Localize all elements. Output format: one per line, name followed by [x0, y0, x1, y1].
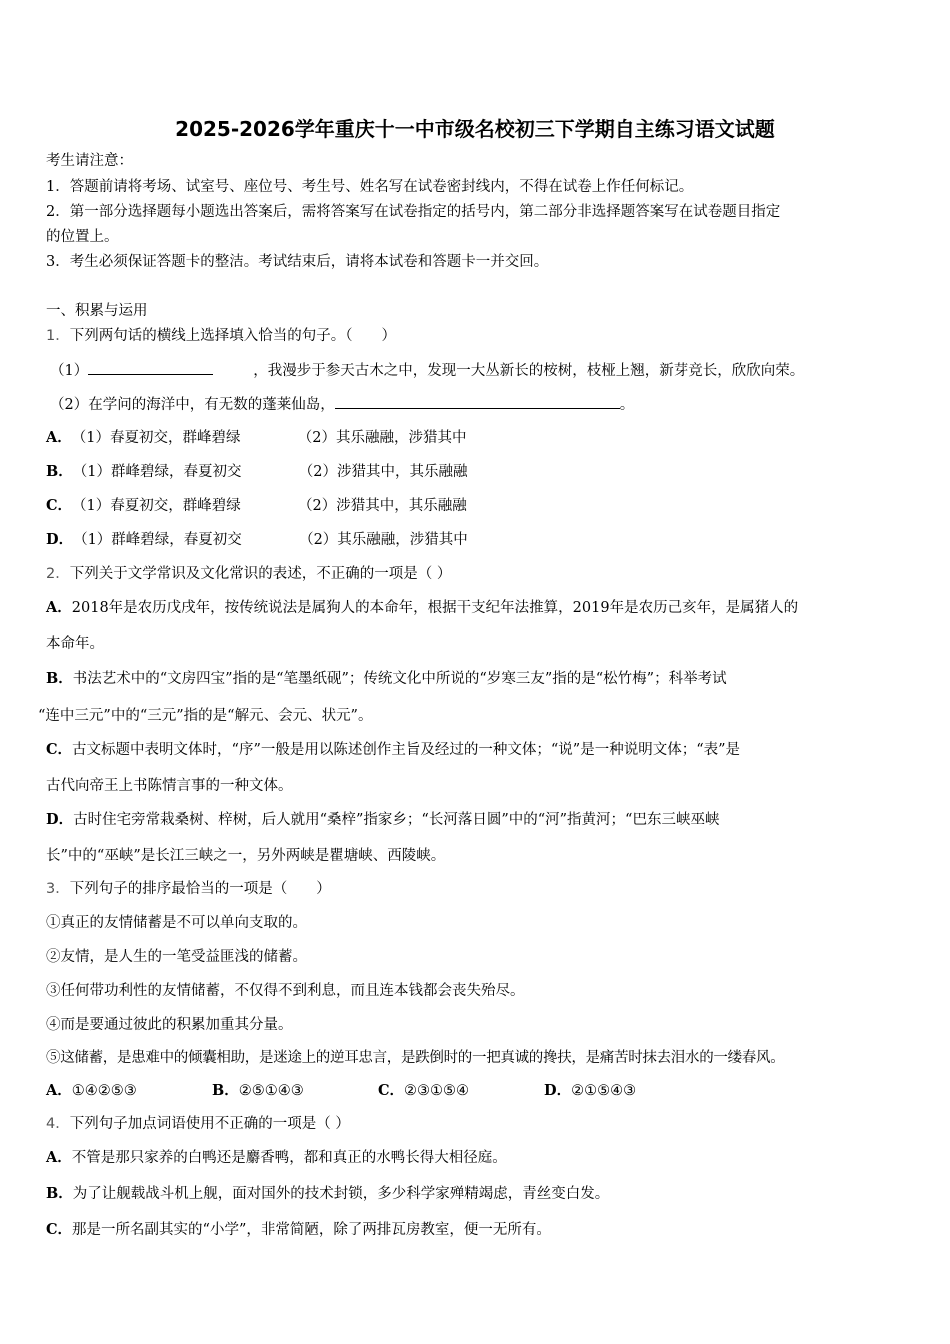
sentence-item: ④而是要通过彼此的积累加重其分量。 — [46, 1017, 293, 1033]
question-stem: 下列关于文学常识及文化常识的表述，不正确的一项是（ ） — [69, 566, 452, 582]
option-part: （1）群峰碧绿，春夏初交 — [72, 464, 242, 480]
option-row — [46, 496, 467, 516]
sentence-item: ②友情，是人生的一笔受益匪浅的储蓄。 — [46, 949, 307, 965]
option-part: （1）春夏初交，群峰碧绿 — [71, 430, 241, 446]
option-label: C． — [46, 741, 73, 758]
option-text: 那是一所名副其实的“小学”，非常简陋，除了两排瓦房教室，便一无所有。 — [72, 1222, 551, 1238]
sentence-item: ③任何带功利性的友情储蓄，不仅得不到利息，而且连本钱都会丧失殆尽。 — [46, 983, 525, 999]
question-number: 2． — [46, 566, 70, 582]
option-row — [46, 530, 468, 550]
option-label: A． — [46, 1082, 72, 1099]
option-line — [46, 846, 445, 866]
option-line — [46, 810, 719, 830]
sentence-text: （2）在学问的海洋中，有无数的蓬莱仙岛， — [50, 397, 335, 413]
option-text: 古时住宅旁常栽桑树、梓树，后人就用“桑梓”指家乡；“长河落日圆”中的“河”指黄河；“巴东三峡巫峡 — [73, 812, 720, 828]
option-row — [46, 428, 467, 448]
option-label: D． — [544, 1082, 572, 1099]
fill-blank — [88, 360, 213, 375]
option-line — [46, 598, 798, 618]
option-text: 古代向帝王上书陈情言事的一种文体。 — [46, 778, 293, 794]
option-label: C． — [46, 1221, 73, 1238]
question-1-sentence-1 — [50, 360, 804, 381]
option-label: D． — [46, 811, 74, 828]
sentence-prefix: （1） — [50, 363, 89, 379]
option-text: 2018年是农历戊戌年，按传统说法是属狗人的本命年，根据干支纪年法推算，2019年是农历己亥年，是属猪人的 — [71, 600, 799, 616]
question-stem: 下列句子加点词语使用不正确的一项是（ ） — [69, 1116, 350, 1132]
option-label: B． — [212, 1082, 239, 1099]
option-line — [46, 1220, 551, 1240]
option-text: 为了让舰载战斗机上舰，面对国外的技术封锁，多少科学家殚精竭虑，青丝变白发。 — [72, 1186, 610, 1202]
option-label: B． — [46, 1185, 73, 1202]
section-heading: 一、积累与运用 — [46, 303, 148, 319]
option-label: C． — [378, 1082, 405, 1099]
sentence-text: ，我漫步于参天古木之中，发现一大丛新长的桉树，枝桠上翘，新芽竞长，欣欣向荣。 — [253, 363, 805, 379]
option-label: B． — [46, 463, 73, 480]
question-number: 1． — [46, 328, 70, 344]
option-text: ②①⑤④③ — [571, 1083, 637, 1099]
question-3-stem — [46, 879, 331, 899]
option-text: “连中三元”中的“三元”指的是“解元、会元、状元”。 — [38, 708, 373, 724]
question-stem: 下列两句话的横线上选择填入恰当的句子。（ ） — [69, 328, 396, 344]
option-label: A． — [46, 1149, 72, 1166]
option-line — [46, 634, 104, 654]
question-1-stem — [46, 326, 396, 346]
option-text: 不管是那只家养的白鸭还是麝香鸭，都和真正的水鸭长得大相径庭。 — [71, 1150, 507, 1166]
notice-item: 3．考生必须保证答题卡的整洁。考试结束后，请将本试卷和答题卡一并交回。 — [46, 254, 549, 270]
option-text: 书法艺术中的“文房四宝”指的是“笔墨纸砚”；传统文化中所说的“岁寒三友”指的是“松竹梅”；科举考试 — [72, 671, 727, 687]
notice-heading: 考生请注意： — [46, 153, 133, 169]
option-part: （2）其乐融融，涉猎其中 — [299, 532, 468, 548]
option-text: 长”中的“巫峡”是长江三峡之一，另外两峡是瞿塘峡、西陵峡。 — [46, 848, 446, 864]
option-row — [46, 462, 468, 482]
option-line — [46, 669, 727, 689]
question-2-stem — [46, 564, 451, 584]
sentence-item: ①真正的友情储蓄是不可以单向支取的。 — [46, 915, 307, 931]
option-line — [46, 776, 293, 796]
sentence-end: 。 — [619, 397, 635, 413]
notice-item: 的位置上。 — [46, 229, 119, 245]
option-part: （1）春夏初交，群峰碧绿 — [72, 498, 241, 514]
option-label: A． — [46, 599, 72, 616]
option-part: （2）其乐融融，涉猎其中 — [297, 430, 467, 446]
option-text: ②③①⑤④ — [404, 1083, 470, 1099]
question-number: 4． — [46, 1116, 70, 1132]
option-line — [46, 740, 740, 760]
question-stem: 下列句子的排序最恰当的一项是（ ） — [69, 881, 331, 897]
option-part: （2）涉猎其中，其乐融融 — [298, 498, 467, 514]
question-1-sentence-2 — [50, 394, 634, 415]
option-label: C． — [46, 497, 73, 514]
question-4-stem — [46, 1114, 350, 1134]
option-text: 本命年。 — [46, 636, 104, 652]
option-label: B． — [46, 670, 73, 687]
option-line — [46, 1184, 609, 1204]
sentence-item: ⑤这储蓄，是患难中的倾囊相助，是迷途上的逆耳忠言，是跌倒时的一把真诚的搀扶，是痛苦时抹去泪水的一缕春风。 — [46, 1050, 785, 1066]
option-label: A． — [46, 429, 72, 446]
option-text: 古文标题中表明文体时，“序”一般是用以陈述创作主旨及经过的一种文体；“说”是一种说明文体；“表”是 — [72, 742, 741, 758]
option-part: （1）群峰碧绿，春夏初交 — [73, 532, 242, 548]
option-line — [46, 1148, 507, 1168]
fill-blank — [335, 394, 620, 409]
option-line — [38, 706, 372, 726]
page-title: 2025-2026学年重庆十一中市级名校初三下学期自主练习语文试题 — [175, 117, 775, 141]
option-label: D． — [46, 531, 74, 548]
option-row — [46, 1081, 636, 1101]
option-part: （2）涉猎其中，其乐融融 — [298, 464, 468, 480]
option-text: ①④②⑤③ — [71, 1083, 137, 1099]
notice-item: 1．答题前请将考场、试室号、座位号、考生号、姓名写在试卷密封线内，不得在试卷上作任何标记。 — [46, 179, 694, 195]
option-text: ②⑤①④③ — [238, 1083, 304, 1099]
question-number: 3． — [46, 881, 70, 897]
notice-item: 2．第一部分选择题每小题选出答案后，需将答案写在试卷指定的括号内，第二部分非选择题答案写在试卷题目指定 — [46, 204, 781, 220]
